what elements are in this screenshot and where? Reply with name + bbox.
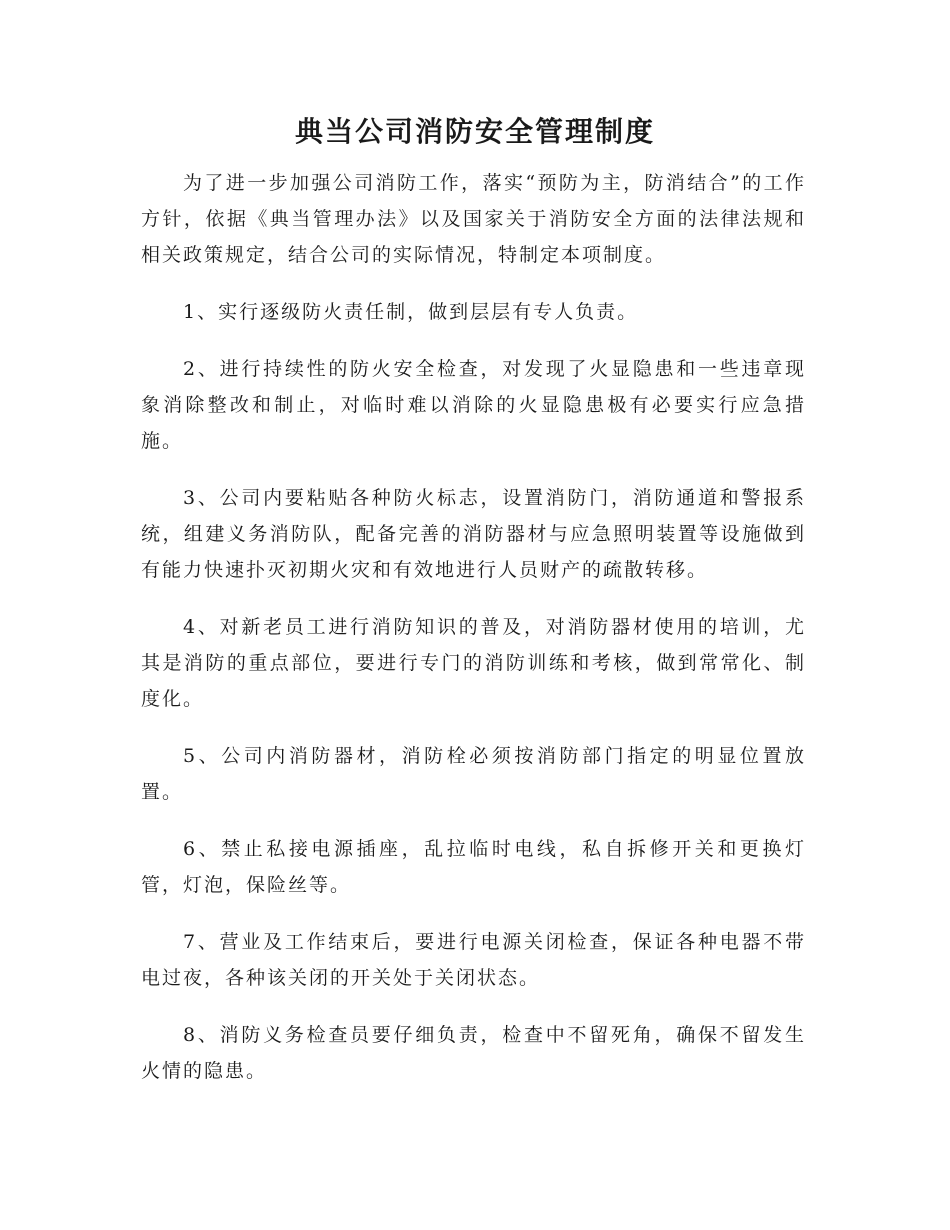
intro-paragraph: 为了进一步加强公司消防工作，落实“预防为主，防消结合”的工作方针，依据《典当管理办法》以及国家关于消防安全方面的法律法规和相关政策规定，结合公司的实际情况，特制定本项制度。 — [141, 172, 806, 266]
rule-paragraph-5: 5、公司内消防器材，消防栓必须按消防部门指定的明显位置放置。 — [141, 745, 806, 803]
rule-paragraph-1: 1、实行逐级防火责任制，做到层层有专人负责。 — [183, 301, 639, 323]
rule-paragraph-2: 2、进行持续性的防火安全检查，对发现了火显隐患和一些违章现象消除整改和制止，对临时难以消除的火显隐患极有必要实行应急措施。 — [141, 358, 806, 452]
rule-paragraph-4: 4、对新老员工进行消防知识的普及，对消防器材使用的培训，尤其是消防的重点部位，要进行专门的消防训练和考核，做到常常化、制度化。 — [141, 616, 806, 710]
rule-paragraph-3: 3、公司内要粘贴各种防火标志，设置消防门，消防通道和警报系统，组建义务消防队，配备完善的消防器材与应急照明装置等设施做到有能力快速扑灭初期火灾和有效地进行人员财产的疏散转移。 — [141, 487, 806, 581]
rule-paragraph-8: 8、消防义务检查员要仔细负责，检查中不留死角，确保不留发生火情的隐患。 — [141, 1024, 806, 1082]
rule-paragraph-7: 7、营业及工作结束后，要进行电源关闭检查，保证各种电器不带电过夜，各种该关闭的开关处于关闭状态。 — [141, 931, 806, 989]
rule-paragraph-6: 6、禁止私接电源插座，乱拉临时电线，私自拆修开关和更换灯管，灯泡，保险丝等。 — [141, 838, 806, 896]
document-body — [141, 165, 806, 1110]
document-title: 典当公司消防安全管理制度 — [294, 115, 655, 148]
